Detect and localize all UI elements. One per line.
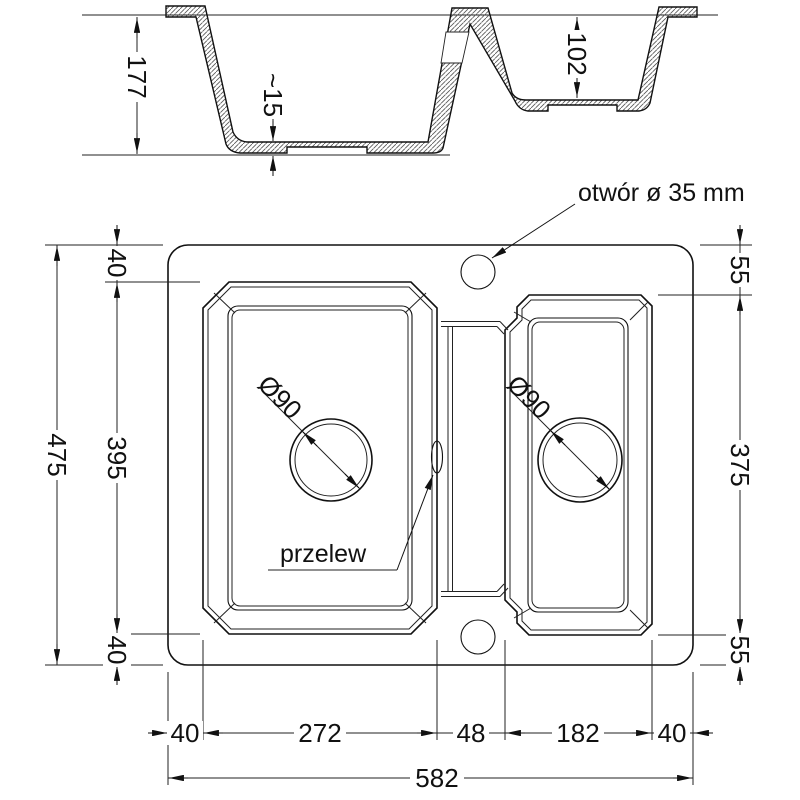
right-bowl-rim-line <box>510 300 647 630</box>
right-bowl-outer-edge <box>505 295 652 635</box>
left-bowl-outer-edge <box>203 282 437 634</box>
dim-section-depth <box>122 17 152 154</box>
dims-left <box>42 225 200 685</box>
tap-hole-top <box>461 255 495 289</box>
plan-view <box>168 179 745 665</box>
dim-text-48: 48 <box>456 718 486 748</box>
right-drain-annotation <box>501 369 610 490</box>
section-view <box>82 6 718 176</box>
dim-text-395: 395 <box>102 436 132 480</box>
dim-text-102: 102 <box>562 32 592 76</box>
right-drain-label: Ø90 <box>501 369 557 425</box>
sink-shell-section <box>166 6 697 153</box>
dims-right <box>658 225 755 685</box>
dim-text-375: 375 <box>725 443 755 487</box>
tap-hole-label: otwór ø 35 mm <box>578 179 745 207</box>
dim-text-right-margin: 40 <box>657 718 687 748</box>
tap-hole-bottom <box>461 620 495 654</box>
dim-text-582: 582 <box>415 763 459 793</box>
left-bowl <box>203 282 437 634</box>
dim-text-top-margin-right: 55 <box>725 255 755 285</box>
left-drain-label: Ø90 <box>252 369 308 425</box>
dim-text-177: 177 <box>122 55 152 99</box>
dim-text-top-margin-left: 40 <box>102 248 132 278</box>
dim-bottom-thickness <box>258 71 288 176</box>
dim-text-bottom-margin-left: 40 <box>102 635 132 665</box>
dims-bottom <box>148 640 713 793</box>
dim-small-bowl-depth <box>562 17 592 98</box>
left-bowl-corner-edges <box>214 293 426 623</box>
dim-text-left-margin: 40 <box>170 718 200 748</box>
divider-strip <box>441 322 508 597</box>
dim-text-475: 475 <box>42 433 72 477</box>
left-drain-annotation <box>252 369 360 489</box>
right-bowl <box>505 295 652 635</box>
right-bowl-floor-inner <box>532 322 624 608</box>
dim-text-272: 272 <box>298 718 342 748</box>
overflow-passage-gap <box>441 32 469 63</box>
dim-text-182: 182 <box>556 718 600 748</box>
dim-text-15: ~15 <box>258 72 288 118</box>
overflow-label: przelew <box>280 540 367 568</box>
tap-hole-annotation <box>492 179 745 258</box>
dim-text-bottom-margin-right: 55 <box>725 635 755 665</box>
left-bowl-rim-line <box>208 287 432 629</box>
